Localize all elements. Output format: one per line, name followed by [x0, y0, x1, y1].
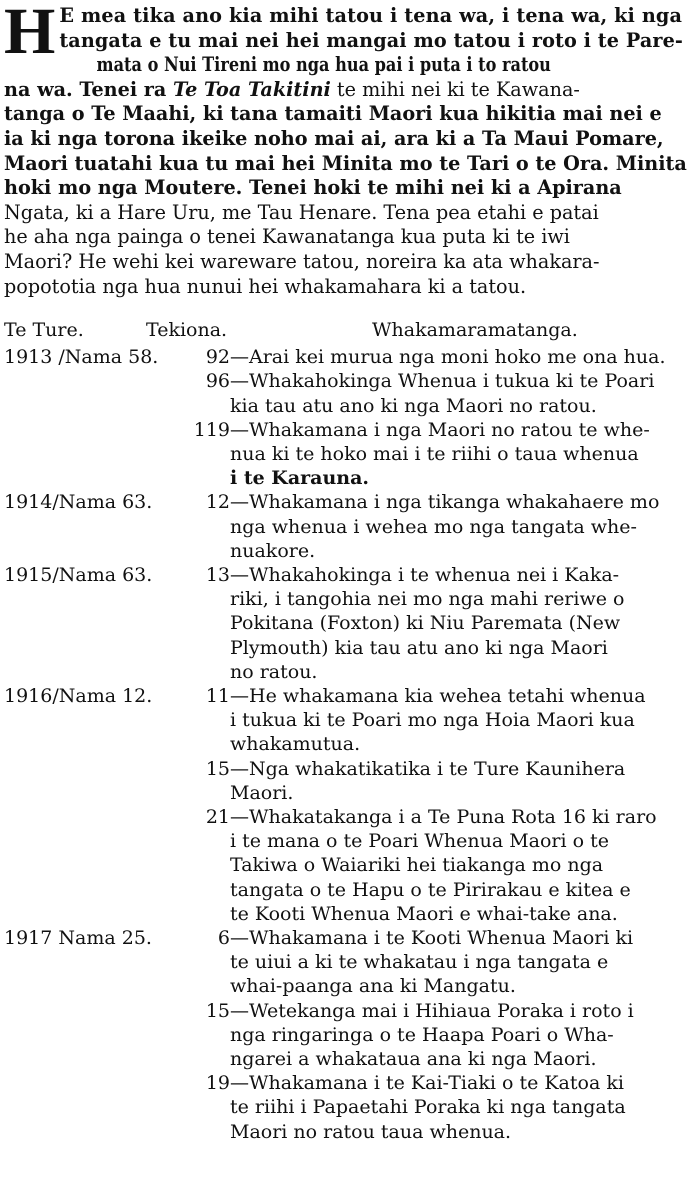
description-line: nua ki te hoko mai i te riihi o taua whenua — [230, 442, 639, 465]
entries-table — [4, 345, 696, 1144]
act-reference: 1915/Nama 63. — [4, 563, 153, 586]
description-line: Plymouth) kia tau atu ano ki nga Maori — [230, 636, 608, 659]
description-line: —Whakahokinga Whenua i tukua ki te Poari — [230, 370, 655, 393]
intro-line: tangata e tu mai nei hei mangai mo tatou i roto i te Pare- — [59, 28, 683, 52]
intro-line: E mea tika ano kia mihi tatou i tena wa, i tena wa, ki nga — [59, 4, 683, 27]
table-row — [4, 684, 696, 757]
description-line: i te mana o te Poari Whenua Maori o te — [230, 830, 609, 853]
table-row — [4, 418, 696, 491]
document-page — [4, 0, 696, 1144]
intro-text: te mihi nei ki te Kawana- — [330, 77, 580, 101]
description-line: Takiwa o Waiariki hei tiakanga mo nga — [230, 854, 604, 877]
description-line: —Nga whakatikatika i te Ture Kaunihera — [230, 757, 626, 780]
section-description — [230, 999, 696, 1072]
intro-line: Ngata, ki a Hare Uru, me Tau Henare. Tena pea etahi e patai — [4, 200, 599, 224]
description-line: Maori. — [230, 781, 294, 804]
description-line: whakamutua. — [230, 733, 361, 756]
section-number: 12 — [205, 491, 230, 514]
table-row — [4, 345, 696, 369]
section-number: 15 — [205, 757, 230, 780]
section-number: 92 — [205, 346, 230, 369]
table-row — [4, 805, 696, 926]
section-description — [230, 926, 696, 999]
drop-cap: H — [4, 0, 56, 68]
act-reference: 1917 Nama 25. — [4, 927, 152, 949]
description-line: Pokitana (Foxton) ki Niu Paremata (New — [230, 612, 621, 635]
description-line: kia tau atu ano ki nga Maori no ratou. — [230, 394, 597, 417]
header-section: Tekiona. — [146, 319, 228, 342]
description-line: —Wetekanga mai i Hihiaua Poraka i roto i — [230, 999, 634, 1022]
description-line: tangata o te Hapu o te Pirirakau e kitea e — [230, 878, 631, 901]
description-line: riki, i tangohia nei mo nga mahi reriwe o — [230, 588, 625, 611]
section-description — [230, 369, 696, 417]
act-reference: 1914/Nama 63. — [4, 491, 153, 514]
section-description — [230, 490, 696, 563]
description-line: —Whakatakanga i a Te Puna Rota 16 ki raro — [230, 805, 657, 828]
description-line: whai-paanga ana ki Mangatu. — [230, 975, 516, 998]
section-description — [230, 1071, 696, 1144]
intro-line-4 — [4, 78, 696, 103]
header-act: Te Ture. — [4, 319, 84, 342]
section-number: 6 — [217, 927, 230, 949]
table-row — [4, 563, 696, 684]
description-line: —He whakamana kia wehea tetahi whenua — [230, 684, 646, 707]
description-line: te riihi i Papaetahi Poraka ki nga tangata — [230, 1096, 626, 1119]
section-number: 119 — [193, 418, 230, 441]
description-line: i tukua ki te Poari mo nga Hoia Maori kua — [230, 709, 635, 732]
description-line: i te Karauna. — [230, 467, 370, 490]
intro-line: tanga o Te Maahi, ki tana tamaiti Maori kua hikitia mai nei e — [4, 102, 662, 126]
table-row — [4, 1071, 696, 1144]
section-number: 15 — [205, 999, 230, 1022]
description-line: nga ringaringa o te Haapa Poari o Wha- — [230, 1023, 614, 1046]
table-row — [4, 926, 696, 999]
description-line: —Whakamana i nga Maori no ratou te whe- — [230, 418, 650, 441]
section-number: 96 — [205, 370, 230, 393]
section-number: 21 — [205, 805, 230, 828]
section-number: 13 — [205, 563, 230, 586]
description-line: —Whakamana i te Kooti Whenua Maori ki — [230, 927, 634, 949]
intro-line: Maori? He wehi kei wareware tatou, noreira ka ata whakara- — [4, 249, 600, 273]
description-line: nga whenua i wehea mo nga tangata whe- — [230, 515, 637, 538]
section-description — [230, 345, 696, 369]
intro-text: na wa. Tenei ra — [4, 77, 174, 101]
description-line: ngarei a whakataua ana ki nga Maori. — [230, 1048, 597, 1071]
description-line: no ratou. — [230, 660, 318, 683]
description-line: —Whakahokinga i te whenua nei i Kaka- — [230, 563, 620, 586]
intro-line: ia ki nga torona ikeike noho mai ai, ara ki a Ta Maui Pomare, — [4, 126, 664, 150]
intro-line: he aha nga painga o tenei Kawanatanga kua puta ki te iwi — [4, 225, 570, 249]
header-description: Whakamaramatanga. — [372, 319, 578, 342]
section-description — [230, 684, 696, 757]
act-reference: 1913 /Nama 58. — [4, 346, 159, 369]
act-reference: 1916/Nama 12. — [4, 684, 153, 707]
description-line: te uiui a ki te whakatau i nga tangata e — [230, 951, 609, 974]
intro-line: mata o Nui Tireni mo nga hua pai i puta i to ratou — [96, 53, 551, 77]
section-description — [230, 805, 696, 926]
table-header — [4, 319, 696, 345]
intro-line: popototia nga hua nunui hei whakamahara ki a tatou. — [4, 274, 527, 298]
description-line: te Kooti Whenua Maori e whai-take ana. — [230, 902, 618, 925]
description-line: —Whakamana i te Kai-Tiaki o te Katoa ki — [230, 1072, 624, 1095]
section-description — [230, 418, 696, 491]
description-line: Maori no ratou taua whenua. — [230, 1120, 512, 1143]
description-line: —Arai kei murua nga moni hoko me ona hua. — [230, 346, 666, 369]
section-description — [230, 757, 696, 805]
section-number: 11 — [205, 684, 230, 707]
description-line: nuakore. — [230, 539, 316, 562]
table-row — [4, 369, 696, 417]
newspaper-title: Te Toa Takitini — [173, 77, 331, 101]
section-number: 19 — [205, 1072, 230, 1095]
table-row — [4, 757, 696, 805]
table-row — [4, 490, 696, 563]
table-row — [4, 999, 696, 1072]
section-description — [230, 563, 696, 684]
description-line: —Whakamana i nga tikanga whakahaere mo — [230, 491, 660, 514]
intro-line: Maori tuatahi kua tu mai hei Minita mo te Tari o te Ora. Minita — [4, 151, 687, 175]
intro-line: hoki mo nga Moutere. Tenei hoki te mihi nei ki a Apirana — [4, 176, 622, 200]
intro-paragraph — [4, 0, 696, 299]
